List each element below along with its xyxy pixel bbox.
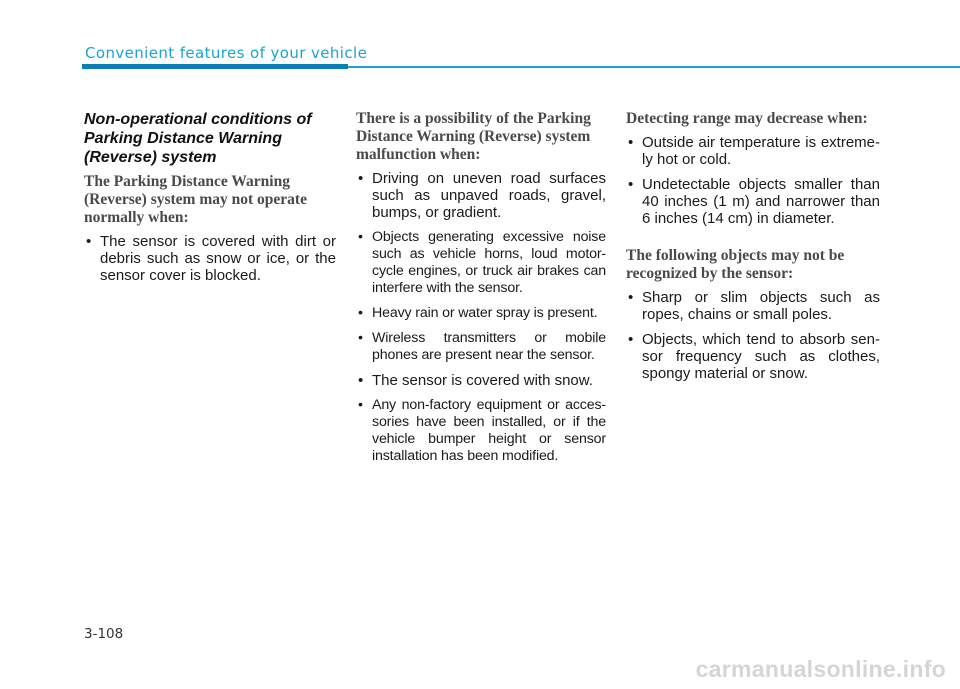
list-item	[356, 170, 606, 221]
watermark: carmanualsonline.info	[695, 656, 946, 682]
column-2	[356, 110, 606, 479]
bullet-list	[626, 289, 880, 382]
list-item-text: Objects, which tend to absorb sen-sor frequency such as clothes, spongy material or snow.	[642, 331, 880, 382]
list-item-text: Any non-factory equipment or acces-sories have been installed, or if the vehicle bumper height or sensor installation has been modified.	[372, 397, 606, 464]
non-operational-heading: Non-operational conditions of Parking Distance Warning (Reverse) system	[84, 111, 312, 166]
list-item	[84, 233, 336, 284]
list-item-text: Wireless transmitters or mobile phones are present near the sensor.	[372, 330, 606, 363]
page-number: 3-108	[84, 626, 124, 642]
bullet-list	[356, 170, 606, 465]
header-bar-accent	[82, 64, 348, 69]
list-item	[626, 176, 880, 227]
list-item-text: Undetectable objects smaller than 40 inches (1 m) and narrower than 6 inches (14 cm) in diameter.	[642, 176, 880, 227]
list-item	[626, 134, 880, 168]
column-3	[626, 110, 880, 396]
bullet-icon: •	[358, 229, 363, 245]
detecting-range-subheading: Detecting range may decrease when:	[626, 110, 868, 127]
malfunction-subheading: There is a possibility of the Parking Distance Warning (Reverse) system malfunction when:	[356, 110, 591, 163]
list-item-text: Objects generating excessive noise such as vehicle horns, loud motor-cycle engines, or truck air brakes can interfere with the sensor.	[372, 229, 606, 296]
bullet-icon: •	[358, 170, 364, 187]
bullet-list	[626, 134, 880, 227]
list-item-text: The sensor is covered with dirt or debris such as snow or ice, or the sensor cover is blocked.	[100, 233, 336, 284]
list-item	[356, 330, 606, 364]
bullet-icon: •	[358, 372, 364, 389]
list-item	[356, 397, 606, 465]
bullet-list	[84, 233, 336, 284]
bullet-icon: •	[628, 134, 634, 151]
list-item	[356, 372, 606, 389]
bullet-icon: •	[628, 176, 634, 193]
header-rule	[348, 66, 960, 68]
may-not-operate-subheading: The Parking Distance Warning (Reverse) system may not operate normally when:	[84, 173, 307, 226]
list-item-text: Sharp or slim objects such as ropes, chains or small poles.	[642, 289, 880, 323]
bullet-icon: •	[358, 305, 363, 321]
column-1	[84, 110, 336, 298]
list-item	[356, 305, 606, 322]
bullet-icon: •	[86, 233, 92, 250]
section-title: Convenient features of your vehicle	[85, 44, 368, 62]
not-recognized-subheading: The following objects may not be recognized by the sensor:	[626, 247, 845, 282]
list-item-text: Heavy rain or water spray is present.	[372, 305, 598, 321]
list-item-text: Driving on uneven road surfaces such as unpaved roads, gravel, bumps, or gradient.	[372, 170, 606, 221]
bullet-icon: •	[628, 331, 634, 348]
list-item-text: The sensor is covered with snow.	[372, 372, 593, 389]
list-item	[626, 331, 880, 382]
list-item	[626, 289, 880, 323]
bullet-icon: •	[358, 397, 363, 413]
bullet-icon: •	[628, 289, 634, 306]
bullet-icon: •	[358, 330, 363, 346]
list-item	[356, 229, 606, 297]
list-item-text: Outside air temperature is extreme-ly hot or cold.	[642, 134, 880, 168]
